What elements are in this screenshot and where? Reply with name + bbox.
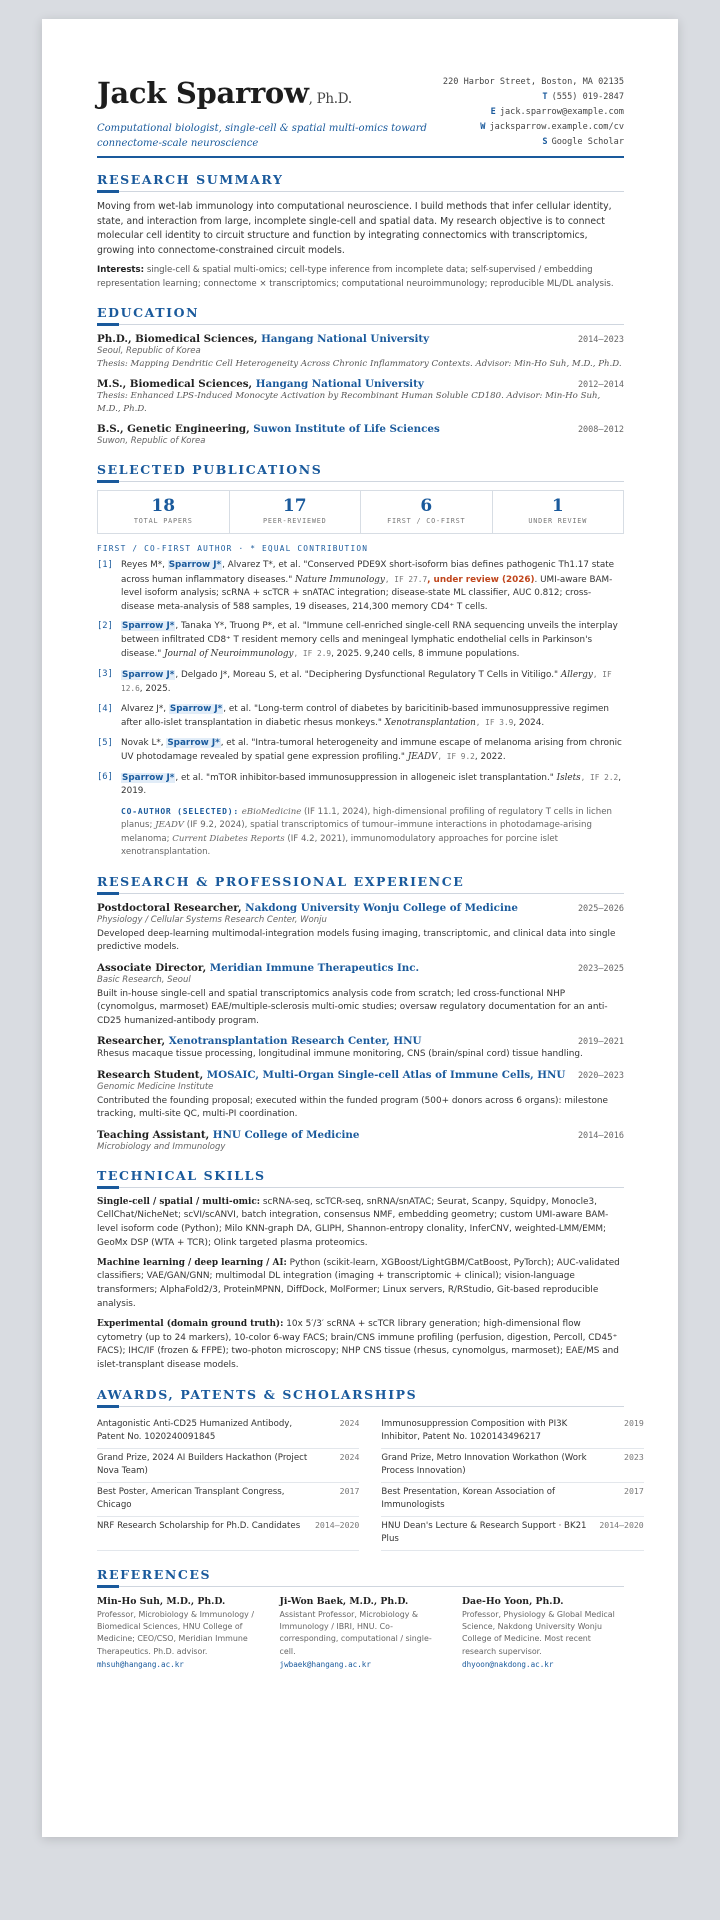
degree-name: B.S., Genetic Engineering, [97,423,254,435]
section-title: TECHNICAL SKILLS [97,1168,624,1188]
self-author: Sparrow J* [122,669,175,680]
award-item [381,1517,643,1551]
citation-tail: , 2025. [139,684,171,694]
self-author: Sparrow J* [167,737,220,748]
journal-name: JEADV [407,752,438,762]
award-year: 2014–2020 [315,1520,360,1531]
stat-cell [98,491,230,533]
citation-tail: . UMI-aware BAM-level isoform analysis; scRNA + scTCR + snATAC integration; disease-state ML classifier, AUC 0.812; cross-disease meta-analysis of 588 samples, 19 diseases, 214,300 memory CD4⁺ T cells. [121,574,613,612]
experience-entry [97,962,624,1029]
position [97,1069,565,1081]
publication-citation [121,703,624,731]
reference-email-link[interactable]: jwbaek@hangang.ac.kr [279,1659,371,1669]
award-title: Antagonistic Anti-CD25 Humanized Antibody, Patent No. 1020240091845 [97,1419,293,1443]
publication-stats [97,490,624,534]
award-item [97,1415,359,1449]
organization: Xenotransplantation Research Center, HNU [168,1035,422,1047]
entry-header [97,378,624,390]
award-title: NRF Research Scholarship for Ph.D. Candidates [97,1521,301,1532]
publication-item [97,703,624,731]
degree [97,423,440,435]
phone: T (555) 019-2847 [542,92,624,102]
contact-block [443,75,624,156]
impact-factor: , IF 9.2 [437,752,475,761]
citation-tail: , 2022. [474,752,506,762]
department: Genomic Medicine Institute [97,1081,214,1092]
entry-header [97,1129,624,1141]
stat-label: PEER-REVIEWED [262,517,327,525]
experience-entry [97,1035,624,1062]
description: Contributed the founding proposal; executed within the funded program (500+ donors across 6 organs): milestone tracking, multi-site QC, multi-PI coordination. [97,1095,608,1119]
references-section [97,1567,624,1671]
self-author: Sparrow J* [122,621,175,631]
summary-text: Moving from wet-lab immunology into computational neuroscience. I build methods that infer cellular identity, state, and interaction from large, incomplete single-cell and spatial data. My research objective is to connect molecular cell identity to circuit structure and function by integrating connectomics with transcriptomics, growing into connectome-constrained circuit models. [97,201,612,256]
impact-factor: , IF 12.6 [121,669,612,693]
date-range: 2008–2012 [577,425,624,435]
award-year: 2017 [339,1486,360,1497]
department: Microbiology and Immunology [97,1141,226,1152]
award-year: 2024 [339,1452,360,1463]
resume-header [97,75,624,158]
award-year: 2019 [624,1418,644,1429]
publication-citation [121,771,624,799]
stat-cell [361,491,493,533]
self-author: Sparrow J* [169,703,223,714]
publication-citation [121,559,624,614]
award-title: Immunosuppression Composition with PI3K Inhibitor, Patent No. 1020143496217 [381,1419,568,1443]
location: Suwon, Republic of Korea [97,436,206,446]
skill-label: Experimental (domain ground truth): [97,1318,284,1329]
description: Built in-house single-cell and spatial transcriptomics analysis code from scratch; led cross-functional NHP (cynomolgus, marmoset) EAE/multiple-sclerosis multi-omic studies; oversaw regulatory documentation for an anti-CD25 humanized-antibody program. [97,988,608,1026]
reference-name: Min-Ho Suh, M.D., Ph.D. [97,1596,226,1608]
publication-citation [121,668,624,697]
award-year: 2017 [624,1486,644,1497]
publication-item [97,559,624,614]
date-range: 2023–2025 [577,963,624,974]
role: Postdoctoral Researcher, [97,901,246,914]
skill-text: scRNA-seq, scTCR-seq, snRNA/snATAC; Seurat, Scanpy, Squidpy, Monocle3, CellChat/NicheNet; scVI/scANVI, batch integration, consensus NMF, embedding geometry; custom UMI-aware BAM-level isoform code (Python); Milo KNN-graph DA, GLIPH, Shannon-entropy clonality, InferCNV, weighted-LMM/EMM; GeoMx DSP (WTA + TCR); Olink targeted plasma proteomics. [97,1196,609,1248]
journal-name: Islets [556,772,581,783]
review-status: , under review (2026) [427,574,535,585]
reference-description: Professor, Physiology & Global Medical Science, Nakdong University Wonju College of Medicine. Most recent research supervisor. [462,1610,615,1656]
journal-name: Xenotransplantation [384,718,476,728]
credential: , Ph.D. [308,91,352,107]
entry-header [97,902,624,914]
education-entry [97,423,624,448]
awards-section [97,1387,644,1551]
citation-tail: , 2025. 9,240 cells, 8 immune populations. [331,649,520,659]
department: Physiology / Cellular Systems Research Center, Wonju [97,914,327,925]
citation-text: , et al. "Intra-tumoral heterogeneity and immune escape of melanoma arising from chronic UV photodamage revealed by spatial gene expression profiling." [121,737,622,762]
award-item [97,1449,359,1483]
impact-factor: , IF 2.9 [293,649,332,658]
reference-card [280,1595,442,1671]
impact-factor: , IF 2.2 [580,772,619,782]
reference-email-link[interactable]: mhsuh@hangang.ac.kr [97,1659,184,1669]
entry-header [97,962,624,974]
stat-label: TOTAL PAPERS [133,517,193,525]
website-link[interactable]: W jacksparrow.example.com/cv [480,122,624,132]
entry-header [97,423,624,435]
description: Rhesus macaque tissue processing, longitudinal immune monitoring, CNS (brain/spinal cord) tissue handling. [97,1049,583,1059]
publication-number: [6] [97,771,113,782]
education-entry [97,378,624,416]
award-title: Grand Prize, 2024 AI Builders Hackathon (Project Nova Team) [97,1453,308,1477]
thesis: Thesis: Mapping Dendritic Cell Heterogeneity Across Chronic Inflammatory Contexts. Advisor: Min-Ho Suh, M.D., Ph.D. [97,359,622,369]
reference-description: Assistant Professor, Microbiology & Immunology / IBRI, HNU. Co-corresponding, computational / single-cell. [279,1610,432,1656]
date-range: 2020–2023 [577,1070,624,1081]
citation-tail: , 2019. [121,772,622,796]
date-range: 2012–2014 [577,380,624,390]
publication-item [97,771,624,799]
section-title: RESEARCH SUMMARY [97,172,624,192]
skill-label: Machine learning / deep learning / AI: [97,1257,287,1268]
organization: Nakdong University Wonju College of Medicine [245,901,518,914]
stat-number: 17 [282,496,307,516]
award-item [381,1449,643,1483]
impact-factor: , IF 27.7 [384,574,428,584]
date-range: 2014–2016 [577,1130,624,1141]
experience-section [97,874,624,1154]
section-title: REFERENCES [97,1567,624,1587]
education-section [97,305,624,448]
impact-factor: , IF 3.9 [475,718,514,727]
experience-entry [97,902,624,955]
award-title: Best Poster, American Transplant Congress, Chicago [97,1487,285,1511]
date-range: 2014–2023 [577,335,624,345]
stat-cell [230,491,362,533]
authors-before: Reyes M*, [121,560,168,570]
citation-tail: , 2024. [513,718,545,728]
journal-name: Journal of Neuroimmunology [164,649,294,659]
publication-item [97,668,624,697]
publication-citation [121,737,624,765]
publication-citation [121,620,624,662]
reference-card [462,1595,624,1671]
publication-number: [3] [97,668,113,679]
entry-header [97,1069,624,1081]
section-title: RESEARCH & PROFESSIONAL EXPERIENCE [97,874,624,894]
skills-section [97,1168,624,1374]
date-range: 2019–2021 [577,1037,624,1047]
reference-email-link[interactable]: dhyoon@nakdong.ac.kr [462,1659,554,1669]
degree [97,333,429,345]
publication-number: [1] [97,560,113,570]
coauthor-note: CO-AUTHOR (SELECTED): eBioMedicine (IF 11.1, 2024), high-dimensional profiling of regulatory T cells in lichen planus; JEADV (IF 9.2, 2024), spatial transcriptomics of tumour–immune interactions in photodamage-arising melanoma; Current Diabetes Reports (IF 4.2, 2021), immunomodulatory approaches for porcine islet xenotransplantation. [121,806,612,857]
skill-group [97,1196,624,1251]
location: Seoul, Republic of Korea [97,346,201,356]
entry-header [97,333,624,345]
role: Researcher, [97,1035,169,1047]
publication-number: [2] [97,621,113,631]
entry-header [97,1035,624,1047]
award-title: Grand Prize, Metro Innovation Workathon (Work Process Innovation) [381,1453,587,1477]
degree-name: M.S., Biomedical Sciences, [97,378,256,390]
institution: Suwon Institute of Life Sciences [253,423,440,435]
date-range: 2025–2026 [577,903,624,914]
skill-group [97,1318,624,1373]
award-year: 2014–2020 [599,1520,644,1531]
full-name: Jack Sparrow, Ph.D. [97,76,352,110]
experience-entry [97,1129,624,1154]
role: Associate Director, [97,961,210,974]
name-block [97,75,427,156]
education-entry [97,333,624,371]
position [97,962,419,974]
position [97,902,518,914]
experience-entry [97,1069,624,1122]
role: Teaching Assistant, [97,1128,213,1141]
authors-before: Alvarez J*, [121,703,169,714]
institution: Hangang National University [261,333,430,345]
publication-number: [5] [97,737,113,748]
self-author: Sparrow J* [122,772,175,783]
award-item [97,1483,359,1517]
stat-label: FIRST / CO-FIRST [387,517,466,525]
institution: Hangang National University [255,378,424,390]
award-item [381,1415,643,1449]
department: Basic Research, Seoul [97,974,191,985]
publication-item [97,737,624,765]
award-year: 2024 [339,1418,360,1429]
award-title: Best Presentation, Korean Association of Immunologists [381,1487,556,1511]
award-item [97,1517,359,1551]
section-title: AWARDS, PATENTS & SCHOLARSHIPS [97,1387,624,1407]
role: Research Student, [97,1068,207,1081]
reference-name: Dae-Ho Yoon, Ph.D. [462,1596,564,1608]
stat-number: 1 [551,496,564,516]
award-year: 2023 [624,1452,644,1463]
publications-section [97,462,624,860]
degree-name: Ph.D., Biomedical Sciences, [97,333,262,345]
award-title: HNU Dean's Lecture & Research Support · BK21 Plus [381,1521,587,1545]
publication-number: [4] [97,703,113,714]
tagline: Computational biologist, single-cell & spatial multi-omics toward connectome-scale neuroscience [97,123,427,149]
citation-text: , Tanaka Y*, Truong P*, et al. "Immune cell-enriched single-cell RNA sequencing unveils the interplay between infiltrated CD8⁺ T resident memory cells and meningeal lymphatic endothelial cells in Parkinson's disease." [121,621,618,659]
stat-cell [493,491,624,533]
reference-name: Ji-Won Baek, M.D., Ph.D. [279,1596,409,1608]
journal-name: Allergy [560,669,593,680]
journal-name: Nature Immunology [295,574,385,585]
organization: HNU College of Medicine [212,1128,360,1141]
position [97,1035,421,1047]
scholar-link[interactable]: S Google Scholar [542,137,624,147]
stat-number: 6 [420,496,433,516]
stat-label: UNDER REVIEW [528,517,588,525]
resume-page [42,19,678,1837]
award-item [381,1483,643,1517]
citation-text: , Delgado J*, Moreau S, et al. "Deciphering Dysfunctional Regulatory T Cells in Vitiligo." [175,669,561,680]
author-legend: FIRST / CO-FIRST AUTHOR · * EQUAL CONTRIBUTION [97,544,369,553]
citation-text: , Alvarez T*, et al. "Conserved PDE9X short-isoform bias defines pathogenic Th1.17 state across human inflammatory diseases." [121,560,615,585]
skill-group [97,1257,624,1312]
address: 220 Harbor Street, Boston, MA 02135 [442,77,624,87]
self-author: Sparrow J* [168,560,222,570]
research-summary-section [97,172,624,291]
description: Developed deep-learning multimodal-integration models fusing imaging, transcriptomic, and clinical data into single predictive models. [97,928,616,952]
skill-text: 10x 5′/3′ scRNA + scTCR library generation; high-dimensional flow cytometry (up to 24 markers), 10-color 6-way FACS; brain/CNS immune profiling (perfusion, digestion, Percoll, CD45⁺ FACS); IHC/IF (frozen & FFPE); two-photon microscopy; NHP CNS tissue (rhesus, cynomolgus, marmoset); EAE/MS and islet-transplant disease models. [97,1318,619,1371]
stat-number: 18 [151,496,176,516]
authors-before: Novak L*, [121,737,167,748]
publication-item [97,620,624,662]
organization: MOSAIC, Multi-Organ Single-cell Atlas of Immune Cells, HNU [206,1068,566,1081]
citation-text: , et al. "mTOR inhibitor-based immunosuppression in allogeneic islet transplantation." [175,772,557,783]
section-title: EDUCATION [97,305,624,325]
skill-label: Single-cell / spatial / multi-omic: [97,1196,261,1207]
reference-card [97,1595,259,1671]
position [97,1129,359,1141]
citation-text: , et al. "Long-term control of diabetes by baricitinib-based immunosuppressive regimen after allo-islet transplantation in diabetic rhesus monkeys." [121,703,610,728]
thesis: Thesis: Enhanced LPS-Induced Monocyte Activation by Recombinant Human Soluble CD180. Advisor: Min-Ho Suh, M.D., Ph.D. [97,391,601,414]
email-link[interactable]: E jack.sparrow@example.com [490,107,624,117]
organization: Meridian Immune Therapeutics Inc. [209,961,420,974]
degree [97,378,424,390]
interests: Interests: single-cell & spatial multi-omics; cell-type inference from incomplete data; self-supervised / embedding representation learning; connectome × transcriptomics; computational neuroimmunology; reproducible ML/DL analysis. [97,265,614,289]
section-title: SELECTED PUBLICATIONS [97,462,624,482]
reference-description: Professor, Microbiology & Immunology / Biomedical Sciences, HNU College of Medicine; CEO/CSO, Meridian Immune Therapeutics. Ph.D. advisor. [97,1610,254,1656]
skill-text: Python (scikit-learn, XGBoost/LightGBM/CatBoost, PyTorch); AUC-validated classifiers; VAE/GAN/GNN; multimodal DL integration (imaging + transcriptomic + clinical); vision-language transformers; AlphaFold2/3, ProteinMPNN, DiffDock, MolFormer; Linux servers, R/RStudio, Git-based reproducible analysis. [97,1257,620,1310]
